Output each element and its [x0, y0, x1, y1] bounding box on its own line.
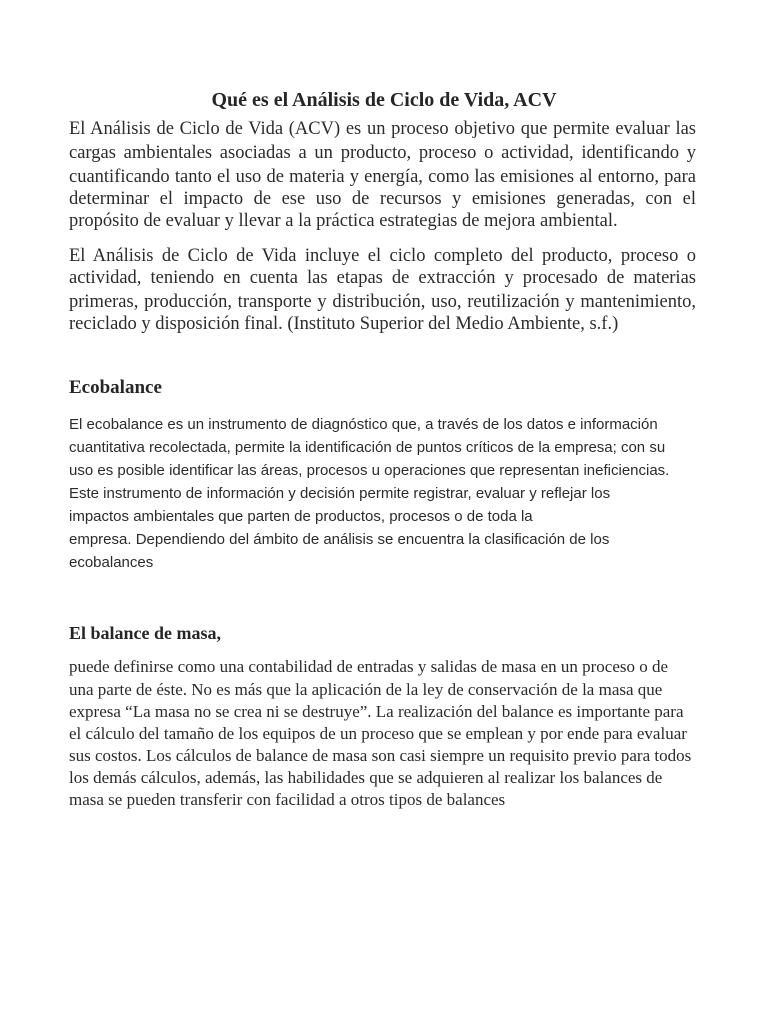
text-line: primeras, producción, transporte y distribución, uso, reutilización y mantenimiento, [69, 292, 696, 312]
text-line: masa se pueden transferir con facilidad a otros tipos de balances [69, 790, 506, 809]
text-line: una parte de éste. No es más que la aplicación de la ley de conservación de la masa que [69, 680, 663, 699]
text-line: sus costos. Los cálculos de balance de masa son casi siempre un requisito previo para todos [69, 746, 692, 765]
text-line: El Análisis de Ciclo de Vida (ACV) es un proceso objetivo que permite evaluar las [69, 119, 696, 139]
text-line: los demás cálculos, además, las habilidades que se adquieren al realizar los balances de [69, 768, 663, 787]
text-line: empresa. Dependiendo del ámbito de análisis se encuentra la clasificación de los [69, 531, 610, 548]
text-line: expresa “La masa no se crea ni se destruye”. La realización del balance es importante para [69, 702, 684, 721]
text-line: cuantitativa recolectada, permite la identificación de puntos críticos de la empresa; con su [69, 439, 666, 456]
page-title: Qué es el Análisis de Ciclo de Vida, ACV [211, 89, 557, 112]
text-line: reciclado y disposición final. (Instituto Superior del Medio Ambiente, s.f.) [69, 314, 619, 334]
text-line: puede definirse como una contabilidad de entradas y salidas de masa en un proceso o de [69, 657, 669, 676]
text-line: actividad, teniendo en cuenta las etapas de extracción y procesado de materias [69, 268, 696, 288]
text-line: Este instrumento de información y decisión permite registrar, evaluar y reflejar los [69, 485, 611, 502]
section-heading-balance-de-masa: El balance de masa, [69, 623, 222, 643]
text-line: el cálculo del tamaño de los equipos de un proceso que se emplean y por ende para evaluar [69, 724, 687, 743]
text-line: El ecobalance es un instrumento de diagnóstico que, a través de los datos e información [69, 416, 658, 433]
text-line: propósito de evaluar y llevar a la práctica estrategias de mejora ambiental. [69, 211, 618, 231]
text-line: impactos ambientales que parten de productos, procesos o de toda la [69, 508, 533, 525]
text-line: ecobalances [69, 554, 154, 571]
text-line: uso es posible identificar las áreas, procesos u operaciones que representan ineficiencias. [69, 462, 670, 479]
section-heading-ecobalance: Ecobalance [69, 377, 162, 398]
text-line: cuantificando tanto el uso de materia y energía, como las emisiones al entorno, para [69, 167, 696, 187]
text-line: cargas ambientales asociadas a un producto, proceso o actividad, identificando y [69, 143, 696, 163]
text-line: El Análisis de Ciclo de Vida incluye el ciclo completo del producto, proceso o [69, 246, 696, 266]
text-line: determinar el impacto de ese uso de recursos y emisiones generadas, con el [69, 189, 696, 209]
